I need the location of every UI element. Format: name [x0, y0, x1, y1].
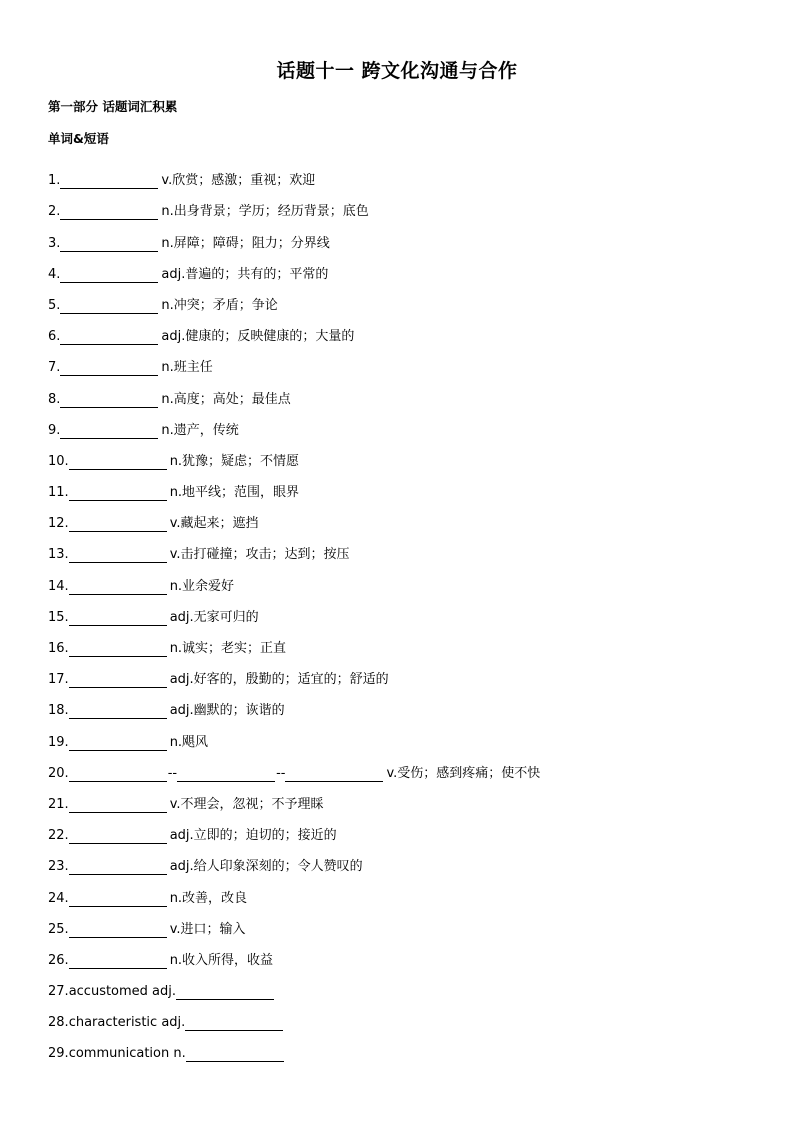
answer-blank[interactable]	[69, 455, 167, 470]
answer-blank[interactable]	[60, 205, 158, 220]
answer-blank[interactable]	[69, 860, 167, 875]
list-item	[48, 283, 768, 314]
list-item	[48, 314, 768, 345]
answer-blank[interactable]	[60, 393, 158, 408]
answer-blank[interactable]	[69, 611, 167, 626]
answer-blank[interactable]	[186, 1047, 284, 1062]
item-definition: n.犹豫；疑虑；不情愿	[169, 453, 300, 469]
item-number: 19.	[48, 734, 69, 750]
item-number: 17.	[48, 672, 69, 688]
list-item	[48, 626, 768, 657]
item-number: 23.	[48, 859, 69, 875]
list-item	[48, 719, 768, 750]
answer-blank[interactable]	[69, 798, 167, 813]
item-number: 2.	[48, 204, 61, 220]
answer-blank[interactable]	[69, 548, 167, 563]
blank-separator: --	[167, 765, 178, 781]
item-number: 8.	[48, 391, 61, 407]
answer-blank[interactable]	[69, 892, 167, 907]
answer-blank[interactable]	[69, 829, 167, 844]
item-number: 6.	[48, 329, 61, 345]
list-item	[48, 751, 768, 782]
answer-blank[interactable]	[285, 767, 383, 782]
answer-blank[interactable]	[69, 736, 167, 751]
answer-blank[interactable]	[60, 361, 158, 376]
item-word: communication n.	[68, 1046, 186, 1062]
item-number: 1.	[48, 173, 61, 189]
item-definition: n.地平线；范围，眼界	[169, 485, 300, 501]
subsection-heading: 单词&短语	[48, 131, 109, 146]
item-definition: adj.无家可归的	[169, 609, 259, 625]
list-item	[48, 907, 768, 938]
item-definition: adj.给人印象深刻的；令人赞叹的	[169, 859, 363, 875]
answer-blank[interactable]	[69, 517, 167, 532]
list-item	[48, 470, 768, 501]
answer-blank[interactable]	[69, 580, 167, 595]
item-word: characteristic adj.	[68, 1015, 186, 1031]
blank-separator: --	[276, 765, 286, 781]
item-definition: n.改善，改良	[169, 890, 248, 906]
item-definition: v.受伤；感到疼痛；使不快	[386, 765, 541, 781]
item-number: 7.	[48, 360, 61, 376]
answer-blank[interactable]	[185, 1016, 283, 1031]
vocabulary-list	[48, 158, 768, 1062]
item-number: 5.	[48, 297, 61, 313]
list-item	[48, 938, 768, 969]
item-number: 27.	[48, 984, 69, 1000]
list-item	[48, 532, 768, 563]
item-definition: adj.普遍的；共有的；平常的	[161, 266, 329, 282]
item-number: 11.	[48, 485, 69, 501]
list-item	[48, 844, 768, 875]
answer-blank[interactable]	[177, 767, 275, 782]
answer-blank[interactable]	[60, 174, 158, 189]
list-item	[48, 158, 768, 189]
item-number: 9.	[48, 422, 61, 438]
item-number: 25.	[48, 921, 69, 937]
item-number: 14.	[48, 578, 69, 594]
list-item	[48, 189, 768, 220]
item-number: 18.	[48, 703, 69, 719]
answer-blank[interactable]	[69, 704, 167, 719]
answer-blank[interactable]	[60, 330, 158, 345]
list-item	[48, 252, 768, 283]
item-definition: v.进口；输入	[169, 921, 246, 937]
item-word: accustomed adj.	[68, 984, 177, 1000]
item-number: 13.	[48, 547, 69, 563]
item-number: 29.	[48, 1046, 69, 1062]
item-number: 4.	[48, 266, 61, 282]
item-definition: n.冲突；矛盾；争论	[161, 297, 278, 313]
item-definition: adj.幽默的；诙谐的	[169, 703, 285, 719]
answer-blank[interactable]	[69, 767, 167, 782]
item-number: 10.	[48, 453, 69, 469]
item-number: 3.	[48, 235, 61, 251]
answer-blank[interactable]	[60, 268, 158, 283]
page-title: 话题十一 跨文化沟通与合作	[276, 60, 518, 82]
item-definition: n.遗产，传统	[161, 422, 239, 438]
answer-blank[interactable]	[176, 985, 274, 1000]
list-item	[48, 376, 768, 407]
list-item	[48, 501, 768, 532]
answer-blank[interactable]	[69, 923, 167, 938]
list-item	[48, 345, 768, 376]
answer-blank[interactable]	[69, 486, 167, 501]
item-definition: adj.健康的；反映健康的；大量的	[161, 329, 355, 345]
item-definition: v.藏起来；遮挡	[169, 516, 259, 532]
list-item	[48, 1031, 768, 1062]
list-item	[48, 969, 768, 1000]
item-number: 15.	[48, 609, 69, 625]
item-definition: n.飓风	[169, 734, 209, 750]
answer-blank[interactable]	[60, 424, 158, 439]
item-definition: n.诚实；老实；正直	[169, 641, 287, 656]
item-number: 24.	[48, 890, 69, 906]
item-definition: n.出身背景；学历；经历背景；底色	[161, 204, 369, 220]
item-number: 28.	[48, 1015, 69, 1031]
answer-blank[interactable]	[60, 237, 158, 252]
list-item	[48, 563, 768, 594]
list-item	[48, 1000, 768, 1031]
list-item	[48, 688, 768, 719]
section-heading: 第一部分 话题词汇积累	[48, 99, 178, 114]
list-item	[48, 439, 768, 470]
list-item	[48, 595, 768, 626]
item-definition: n.业余爱好	[169, 578, 235, 594]
list-item	[48, 875, 768, 906]
list-item	[48, 220, 768, 251]
list-item	[48, 782, 768, 813]
answer-blank[interactable]	[69, 954, 167, 969]
answer-blank[interactable]	[60, 299, 158, 314]
item-number: 20.	[48, 765, 69, 781]
item-number: 22.	[48, 828, 69, 844]
list-item	[48, 408, 768, 439]
item-definition: n.屏障；障碍；阻力；分界线	[161, 235, 330, 251]
list-item	[48, 657, 768, 688]
item-definition: adj.立即的；迫切的；接近的	[169, 828, 337, 844]
item-definition: n.高度；高处；最佳点	[161, 391, 291, 407]
answer-blank[interactable]	[69, 642, 167, 657]
list-item	[48, 813, 768, 844]
item-number: 21.	[48, 796, 69, 812]
item-definition: v.不理会，忽视；不予理睬	[169, 796, 324, 812]
item-definition: v.击打碰撞；攻击；达到；按压	[169, 547, 350, 563]
item-definition: v.欣赏；感激；重视；欢迎	[161, 173, 316, 189]
item-number: 26.	[48, 952, 69, 968]
answer-blank[interactable]	[69, 673, 167, 688]
item-number: 12.	[48, 516, 69, 532]
item-definition: adj.好客的，殷勤的；适宜的；舒适的	[169, 672, 389, 688]
item-definition: n.班主任	[161, 360, 213, 376]
item-number: 16.	[48, 641, 69, 656]
item-definition: n.收入所得，收益	[169, 952, 274, 968]
